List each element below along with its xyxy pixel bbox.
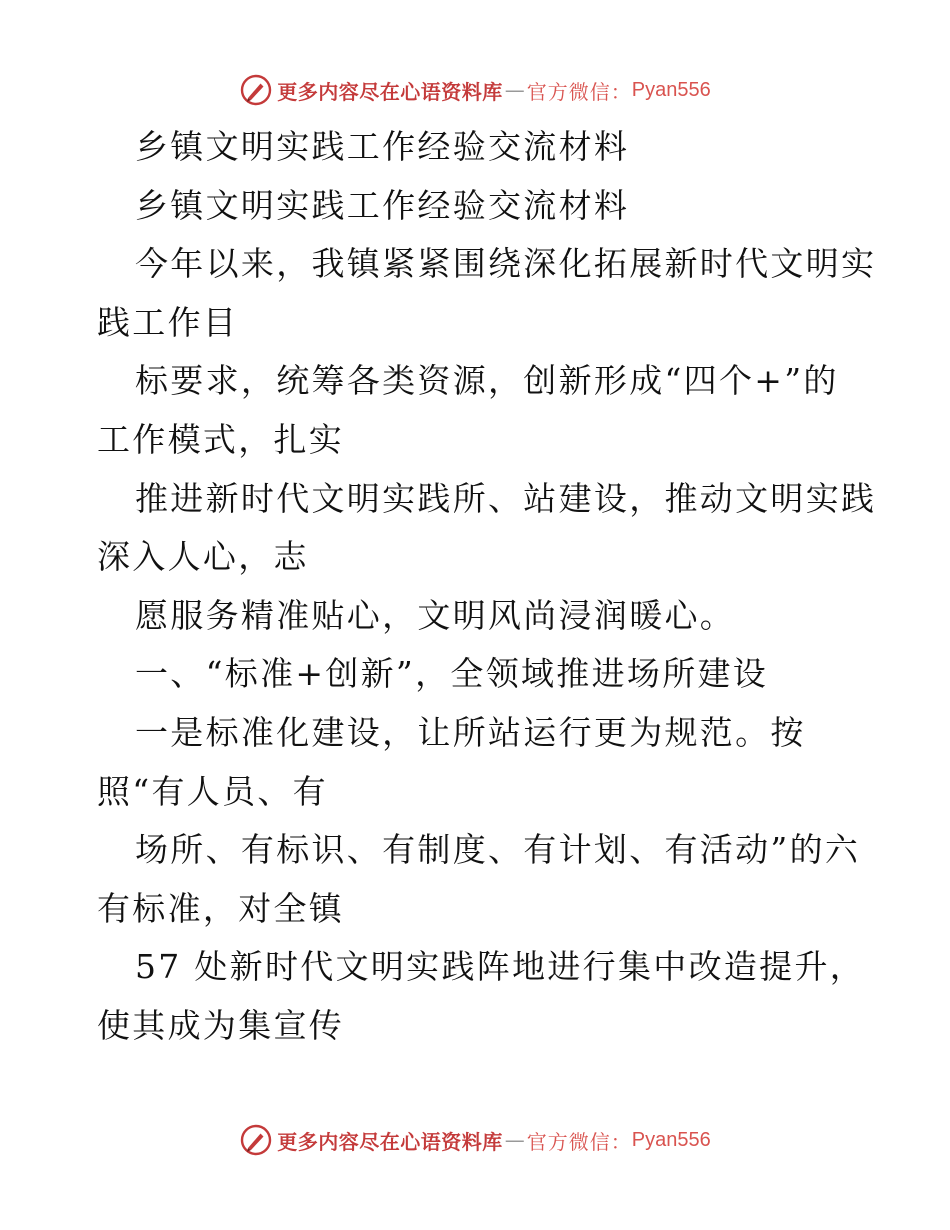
footer-banner [0,1120,950,1160]
paragraph-line: 场所、有标识、有制度、有计划、有活动”的六 [135,830,861,870]
banner-dash: — [504,78,525,102]
paragraph-line: 愿服务精准贴心，文明风尚浸润暖心。 [135,595,736,635]
banner-wechat-id: Pyan556 [631,1128,711,1151]
banner-wechat-id: Pyan556 [631,78,711,101]
paragraph-line: 一是标准化建设，让所站运行更为规范。按 [135,712,806,752]
document-body [97,118,877,1056]
paragraph-line: 推进新时代文明实践所、站建设，推动文明实践 [135,478,877,518]
header-banner [0,70,950,110]
paragraph-line: 乡镇文明实践工作经验交流材料 [135,127,630,166]
pen-logo-icon [239,73,273,107]
paragraph-line: 有标准，对全镇 [97,888,345,928]
paragraph-line: 一、“标准+创新”，全领域推进场所建设 [135,654,769,694]
paragraph-line: 57 处新时代文明实践阵地进行集中改造提升， [135,947,866,987]
banner-main-text: 更多内容尽在心语资料库 [277,79,503,104]
banner-sub-text: 官方微信： [526,1129,632,1154]
paragraph-line: 工作模式，扎实 [97,419,345,459]
banner-dash: — [504,1128,525,1152]
banner-sub-text: 官方微信： [526,79,632,104]
paragraph-line: 深入人心，志 [97,537,309,577]
paragraph-line: 践工作目 [97,302,239,342]
paragraph-line: 标要求，统筹各类资源，创新形成“四个+”的 [135,361,839,401]
banner-main-text: 更多内容尽在心语资料库 [277,1129,503,1154]
paragraph-line: 乡镇文明实践工作经验交流材料 [135,185,630,225]
paragraph-line: 照“有人员、有 [97,771,328,811]
pen-logo-icon [239,1123,273,1157]
paragraph-line: 今年以来，我镇紧紧围绕深化拓展新时代文明实 [135,244,877,284]
paragraph-line: 使其成为集宣传 [97,1005,345,1045]
